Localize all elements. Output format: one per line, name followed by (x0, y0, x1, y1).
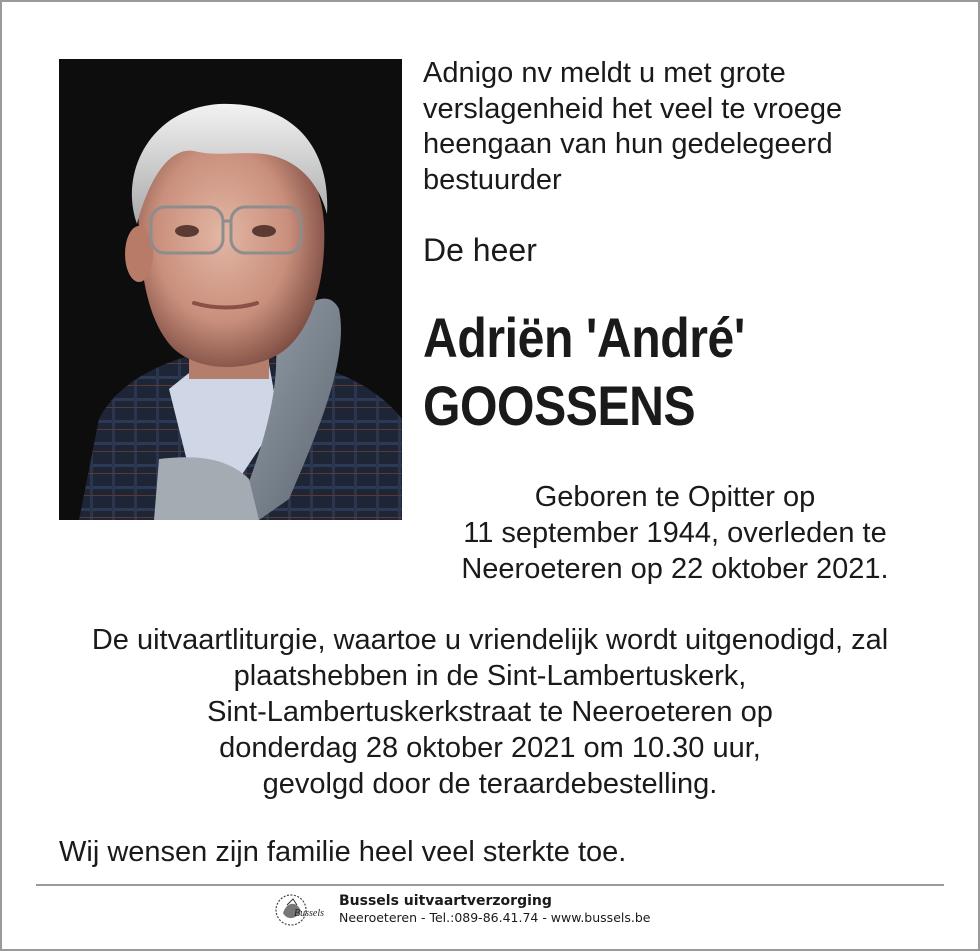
intro-line: Adnigo nv meldt u met grote (423, 57, 786, 89)
funeral-home-name: Bussels uitvaartverzorging (339, 893, 552, 909)
portrait-photo (59, 59, 402, 520)
logo-wordmark: Bussels (294, 908, 324, 919)
ceremony-line: De uitvaartliturgie, waartoe u vriendelijk wordt uitgenodigd, zal (91, 624, 889, 656)
intro-line: verslagenheid het veel te vroege (423, 92, 843, 125)
deceased-last-name: GOOSSENS (423, 374, 696, 437)
intro-line: bestuurder (423, 163, 562, 196)
bussels-logo (275, 891, 331, 929)
birth-line: Neeroeteren op 22 oktober 2021. (461, 553, 889, 585)
deceased-name (423, 304, 870, 440)
ceremony-line: donderdag 28 oktober 2021 om 10.30 uur, (219, 732, 761, 764)
birth-line: 11 september 1944, overleden te (463, 517, 887, 549)
closing-message: Wij wensen zijn familie heel veel sterkte toe. (59, 836, 627, 868)
ceremony-line: gevolgd door de teraardebestelling. (262, 768, 718, 800)
footer-divider (36, 884, 944, 886)
birth-line: Geboren te Opitter op (534, 481, 816, 513)
intro-text (423, 56, 943, 198)
honorific: De heer (423, 232, 537, 268)
funeral-home-contact: Neeroeteren - Tel.:089-86.41.74 - www.bussels.be (339, 910, 651, 925)
ceremony-line: plaatshebben in de Sint-Lambertuskerk, (233, 660, 747, 692)
deceased-first-name: Adriën 'André' (423, 306, 745, 369)
birth-death-details (420, 479, 930, 587)
intro-line: heengaan van hun gedelegeerd (423, 128, 833, 160)
ceremony-line: Sint-Lambertuskerkstraat te Neeroeteren op (207, 696, 773, 728)
ceremony-details (40, 622, 940, 802)
